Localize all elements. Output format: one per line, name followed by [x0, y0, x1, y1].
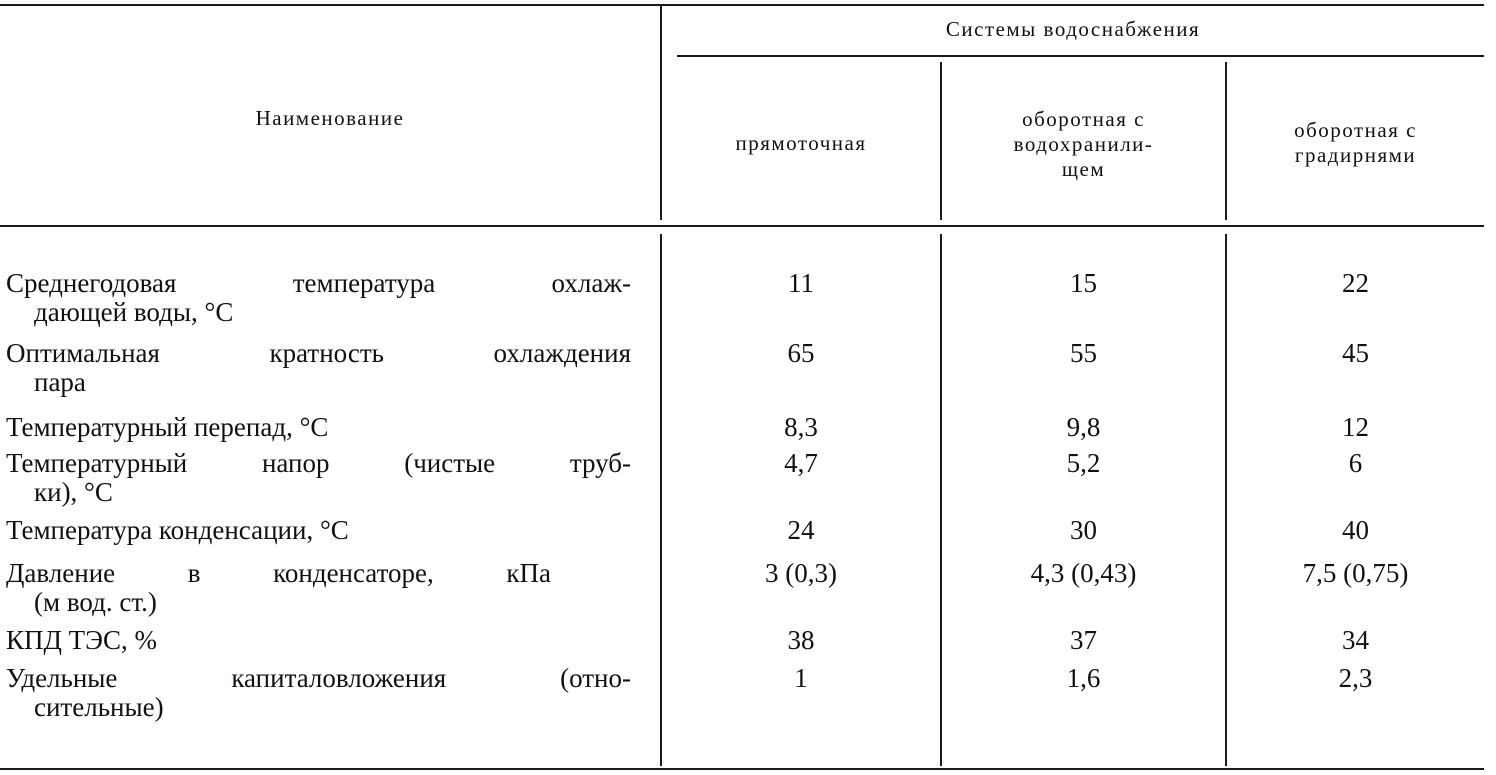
cell-value: 1	[794, 663, 808, 693]
cell-value: 4,7	[784, 448, 818, 478]
cell-value: 65	[787, 338, 815, 368]
cell-value: 40	[1342, 515, 1369, 545]
row-label-avg-water-temp: Среднегодовая температура охлаж- дающей воды, °С	[6, 268, 631, 327]
header-bottom-rule	[0, 225, 1484, 227]
column-header-once-through: прямоточная	[735, 131, 867, 155]
cell-value: 22	[1342, 268, 1369, 298]
cell-value: 2,3	[1338, 663, 1373, 693]
cell-value: 7,5 (0,75)	[1302, 558, 1409, 588]
column-header-reservoir: оборотная с водохранили- щем	[1013, 107, 1154, 181]
cell-value: 55	[1070, 338, 1097, 368]
row-label-temp-difference: Температурный перепад, °С	[6, 412, 329, 442]
cell-value: 8,3	[784, 412, 818, 442]
cell-value: 24	[787, 515, 815, 545]
row-label-capital-investment: Удельные капиталовложения (отно- сительные)	[6, 663, 631, 722]
cell-value: 34	[1342, 625, 1369, 655]
cell-value: 11	[788, 268, 814, 298]
top-rule	[0, 4, 1484, 6]
cell-value: 30	[1070, 515, 1097, 545]
column-header-cooling-towers: оборотная с градирнями	[1294, 118, 1417, 167]
cell-value: 5,2	[1066, 448, 1101, 478]
cell-value: 12	[1342, 412, 1369, 442]
cell-value: 1,6	[1066, 663, 1101, 693]
bottom-rule	[0, 768, 1484, 770]
name-column-header: Наименование	[255, 106, 405, 130]
cell-value: 6	[1348, 448, 1363, 478]
cell-value: 37	[1070, 625, 1097, 655]
cell-value: 15	[1070, 268, 1097, 298]
row-label-condensation-temp: Температура конденсации, °С	[6, 515, 349, 545]
group-rule	[677, 55, 1484, 57]
cell-value: 4,3 (0,43)	[1030, 558, 1137, 588]
row-label-temp-head: Температурный напор (чистые труб- ки), °С	[6, 448, 631, 507]
cell-value: 3 (0,3)	[765, 558, 837, 588]
row-label-condenser-pressure: Давление в конденсаторе, кПа (м вод. ст.)	[6, 558, 551, 617]
cell-value: 9,8	[1066, 412, 1101, 442]
cell-value: 45	[1342, 338, 1369, 368]
cell-value: 38	[787, 625, 815, 655]
row-label-cooling-ratio: Оптимальная кратность охлаждения пара	[6, 338, 631, 397]
group-header: Системы водоснабжения	[945, 17, 1201, 41]
row-label-efficiency: КПД ТЭС, %	[6, 625, 157, 655]
